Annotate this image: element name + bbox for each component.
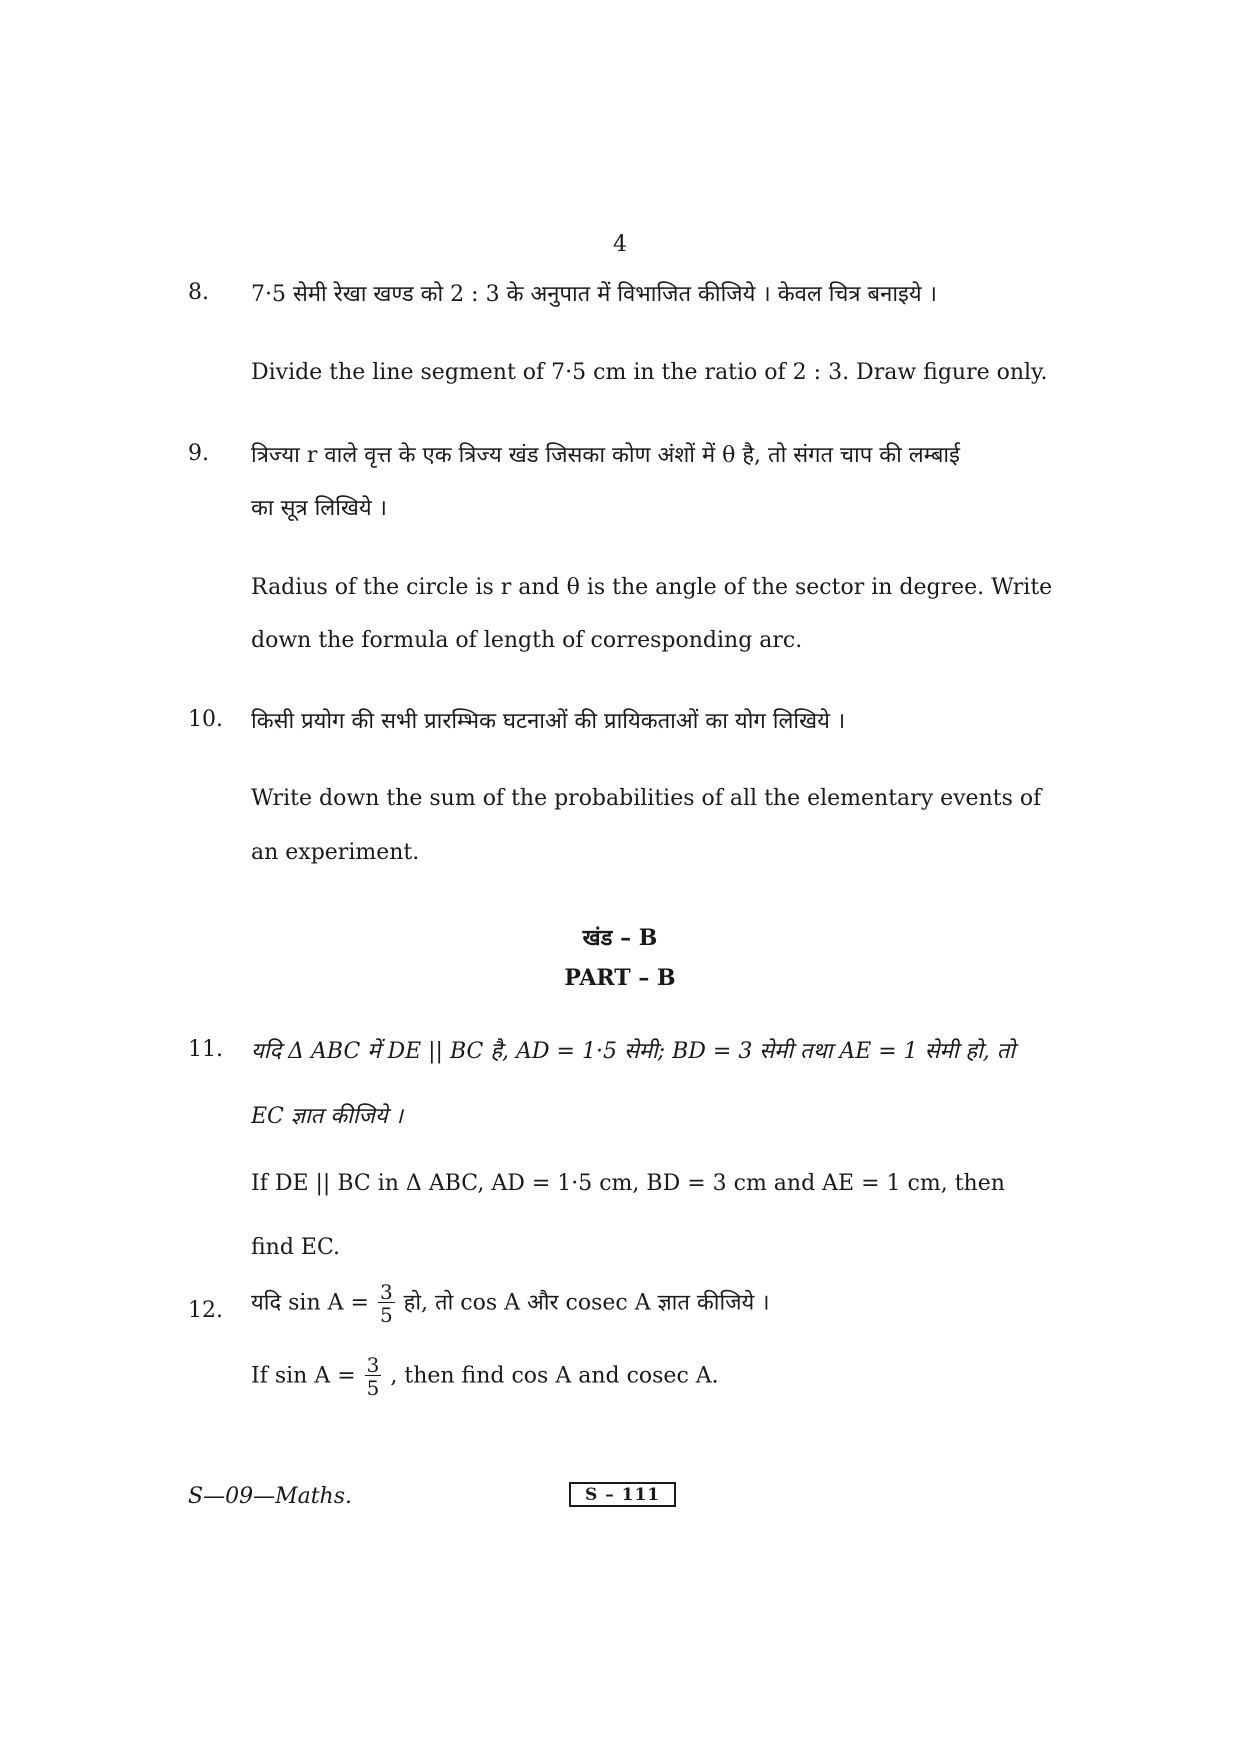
question-number: 11. (188, 1037, 223, 1062)
question-number: 10. (188, 707, 223, 732)
footer-series-box: S – 111 (569, 1482, 676, 1507)
part-heading-english: PART – B (564, 965, 676, 991)
question-12-hindi-suffix: हो, तो cos A और cosec A ज्ञात कीजिये । (403, 1290, 770, 1316)
question-8-english: Divide the line segment of 7·5 cm in the ratio of 2 : 3. Draw figure only. (251, 360, 1048, 385)
question-12-hindi-prefix: यदि sin A = (251, 1290, 369, 1316)
question-10-english-line-2: an experiment. (251, 840, 420, 865)
question-12-hindi (251, 1282, 770, 1325)
fraction-numerator: 3 (379, 1280, 393, 1304)
question-12-english (251, 1355, 719, 1398)
question-9-hindi-line-2: का सूत्र लिखिये । (251, 496, 387, 521)
fraction (378, 1282, 395, 1325)
question-12-english-suffix: , then find cos A and cosec A. (390, 1363, 719, 1389)
question-12-english-prefix: If sin A = (251, 1363, 356, 1389)
question-8-hindi: 7·5 सेमी रेखा खण्ड को 2 : 3 के अनुपात में विभाजित कीजिये । केवल चित्र बनाइये । (251, 282, 937, 307)
fraction-denominator: 5 (379, 1303, 393, 1327)
question-9-english-line-2: down the formula of length of corresponding arc. (251, 628, 803, 653)
fraction-numerator: 3 (366, 1353, 380, 1377)
part-heading-hindi: खंड – B (582, 925, 658, 951)
question-11-hindi-line-1: यदि Δ ABC में DE || BC है, AD = 1·5 सेमी; BD = 3 सेमी तथा AE = 1 सेमी हो, तो (251, 1039, 1015, 1064)
page-number: 4 (613, 232, 627, 257)
question-11-english-line-1: If DE || BC in Δ ABC, AD = 1·5 cm, BD = 3 cm and AE = 1 cm, then (251, 1171, 1005, 1196)
question-10-hindi: किसी प्रयोग की सभी प्रारम्भिक घटनाओं की प्रायिकताओं का योग लिखिये । (251, 709, 846, 734)
question-9-english-line-1: Radius of the circle is r and θ is the angle of the sector in degree. Write (251, 575, 1053, 600)
question-11-hindi-line-2: EC ज्ञात कीजिये । (251, 1104, 403, 1129)
footer-paper-code: S—09—Maths. (188, 1484, 353, 1509)
question-number: 8. (188, 280, 209, 305)
fraction-denominator: 5 (366, 1376, 380, 1400)
question-10-english-line-1: Write down the sum of the probabilities of all the elementary events of (251, 786, 1042, 811)
question-number: 9. (188, 441, 209, 466)
fraction (365, 1355, 382, 1398)
question-11-english-line-2: find EC. (251, 1235, 341, 1260)
question-9-hindi-line-1: त्रिज्या r वाले वृत्त के एक त्रिज्य खंड जिसका कोण अंशों में θ है, तो संगत चाप की लम्बाई (251, 443, 960, 468)
question-number: 12. (188, 1298, 223, 1323)
